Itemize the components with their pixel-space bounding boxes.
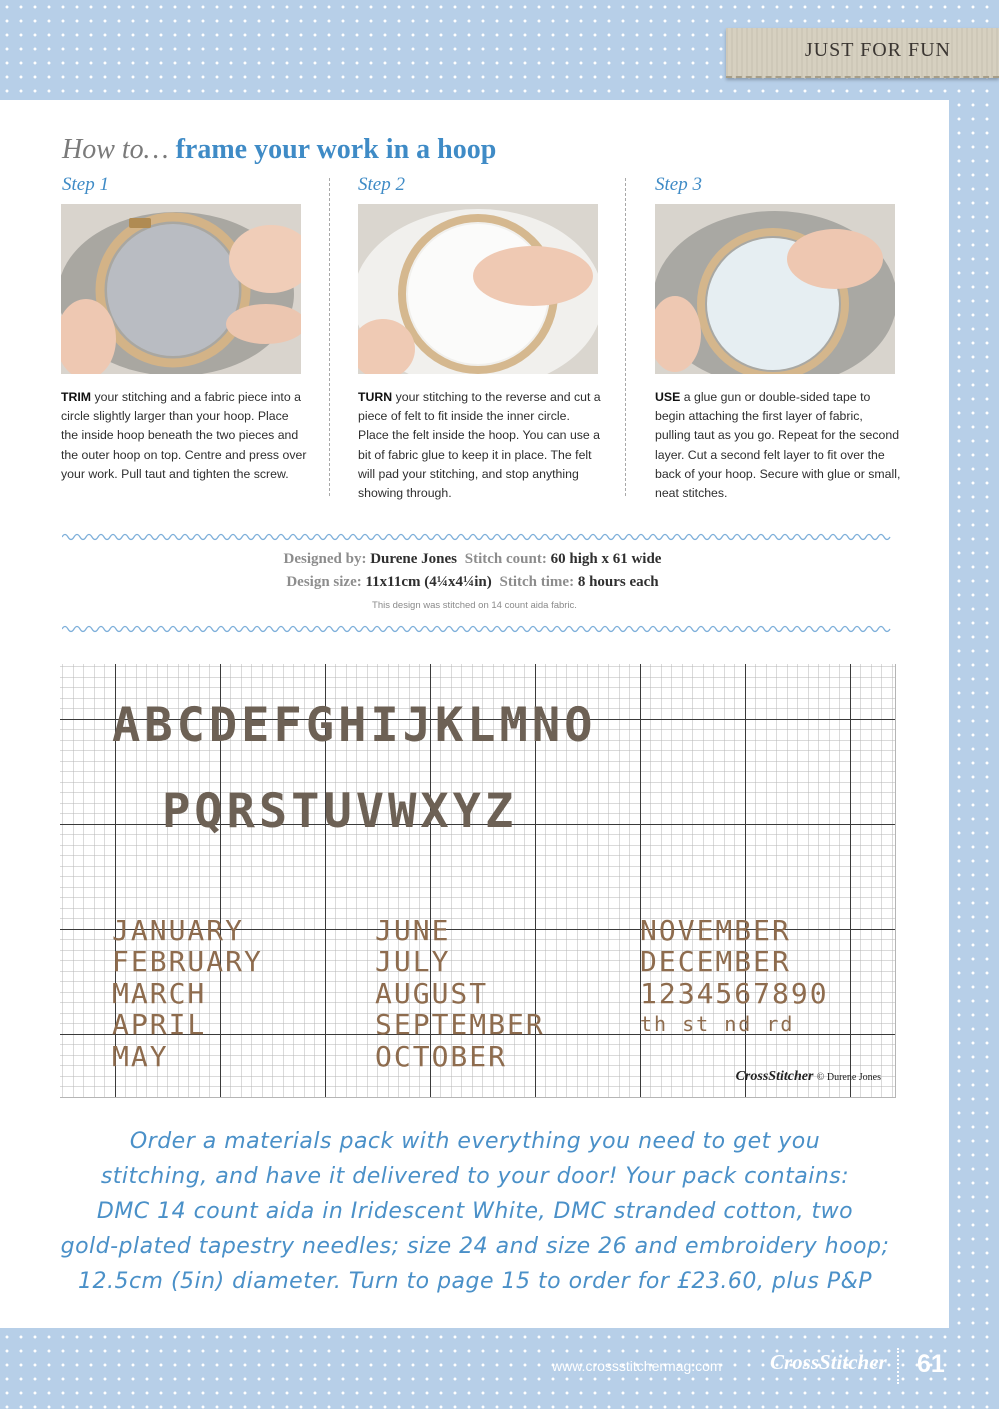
step-2-photo [358,204,598,374]
chart-credit [736,1069,881,1085]
step-2-body: your stitching to the reverse and cut a piece of felt to fit inside the inner circle. Place the felt inside the hoop. You can use a bit of fabric glue to keep it in place. The felt will pad your stitching, and stop anything showing through. [358,390,601,501]
wave-divider [62,532,894,542]
designed-by-value: Durene Jones [370,551,458,567]
chart-month: JANUARY [112,914,245,947]
chart-month: JUNE [375,914,451,947]
order-line: 12.5cm (5in) diameter. Turn to page 15 to order for £23.60, plus P&P [77,1269,873,1294]
chart-ordinals: th st nd rd [640,1012,795,1036]
step-3-title: Step 3 [655,174,702,195]
section-tag-label: JUST FOR FUN [804,39,951,61]
chart-month: APRIL [112,1008,207,1041]
specs-line-2 [0,574,949,591]
order-line: DMC 14 count aida in Iridescent White, DMC stranded cotton, two [96,1199,854,1224]
chart-month: DECEMBER [640,945,791,978]
step-1-body: your stitching and a fabric piece into a circle slightly larger than your hoop. Place the inside hoop beneath the two pieces and the outer hoop on top. Centre and press over your work. Pull taut and tighten the screw. [61,390,307,481]
footer-url[interactable]: www.crossstitchermag.com [552,1358,722,1374]
step-3-lead: USE [655,390,681,404]
column-divider [625,178,626,496]
step-1-title: Step 1 [62,174,109,195]
chart-brand-logo: CrossStitcher [735,1069,814,1084]
designed-by-label: Designed by: [283,551,367,567]
chart-month: NOVEMBER [640,914,791,947]
chart-month: MARCH [112,977,207,1010]
cross-stitch-chart [60,664,896,1098]
chart-month: FEBRUARY [112,945,263,978]
title-main: frame your work in a hoop [175,134,497,165]
order-line: stitching, and have it delivered to your door! Your pack contains: [100,1164,850,1189]
step-1-text [61,388,307,484]
wave-divider [62,624,894,634]
step-2-title: Step 2 [358,174,405,195]
chart-numbers: 1234567890 [640,977,829,1010]
stitch-count-value: 60 high x 61 wide [550,551,662,567]
chart-credit-text: © Durene Jones [816,1072,881,1083]
step-2-lead: TURN [358,390,393,404]
step-3-body: a glue gun or double-sided tape to begin attaching the first layer of fabric, pulling taut as you go. Repeat for the second layer. Cut a second felt layer to fit over the back of your hoop. Secure with glue or small, neat stitches. [655,390,901,501]
stitch-time-value: 8 hours each [577,574,659,590]
design-size-value: 11x11cm (4¼x4¼in) [365,574,492,590]
step-3-text [655,388,901,503]
section-tag [726,28,999,78]
footer-logo: CrossStitcher [770,1350,887,1374]
chart-month: AUGUST [375,977,489,1010]
order-line: gold-plated tapestry needles; size 24 and size 26 and embroidery hoop; [60,1234,890,1259]
chart-month: SEPTEMBER [375,1008,545,1041]
step-3-photo [655,204,895,374]
page-number: 61 [917,1350,945,1378]
order-line: Order a materials pack with everything you need to get you [129,1129,821,1154]
step-2-text [358,388,604,503]
chart-month: OCTOBER [375,1040,508,1073]
column-divider [329,178,330,496]
order-pack-text [30,1124,920,1299]
stitch-count-label: Stitch count: [464,551,547,567]
title-prefix: How to… [62,134,169,165]
fabric-note: This design was stitched on 14 count aida fabric. [372,600,577,611]
step-1-photo [61,204,301,374]
design-size-label: Design size: [286,574,362,590]
step-1-lead: TRIM [61,390,92,404]
chart-alphabet-row-2: PQRSTUVWXYZ [162,784,518,839]
chart-alphabet-row-1: ABCDEFGHIJKLMNO [112,698,597,753]
chart-month: MAY [112,1040,169,1073]
chart-month: JULY [375,945,451,978]
stitch-time-label: Stitch time: [499,574,575,590]
footer-divider [897,1348,899,1384]
specs-line-1 [0,551,949,568]
page-title [62,134,496,166]
